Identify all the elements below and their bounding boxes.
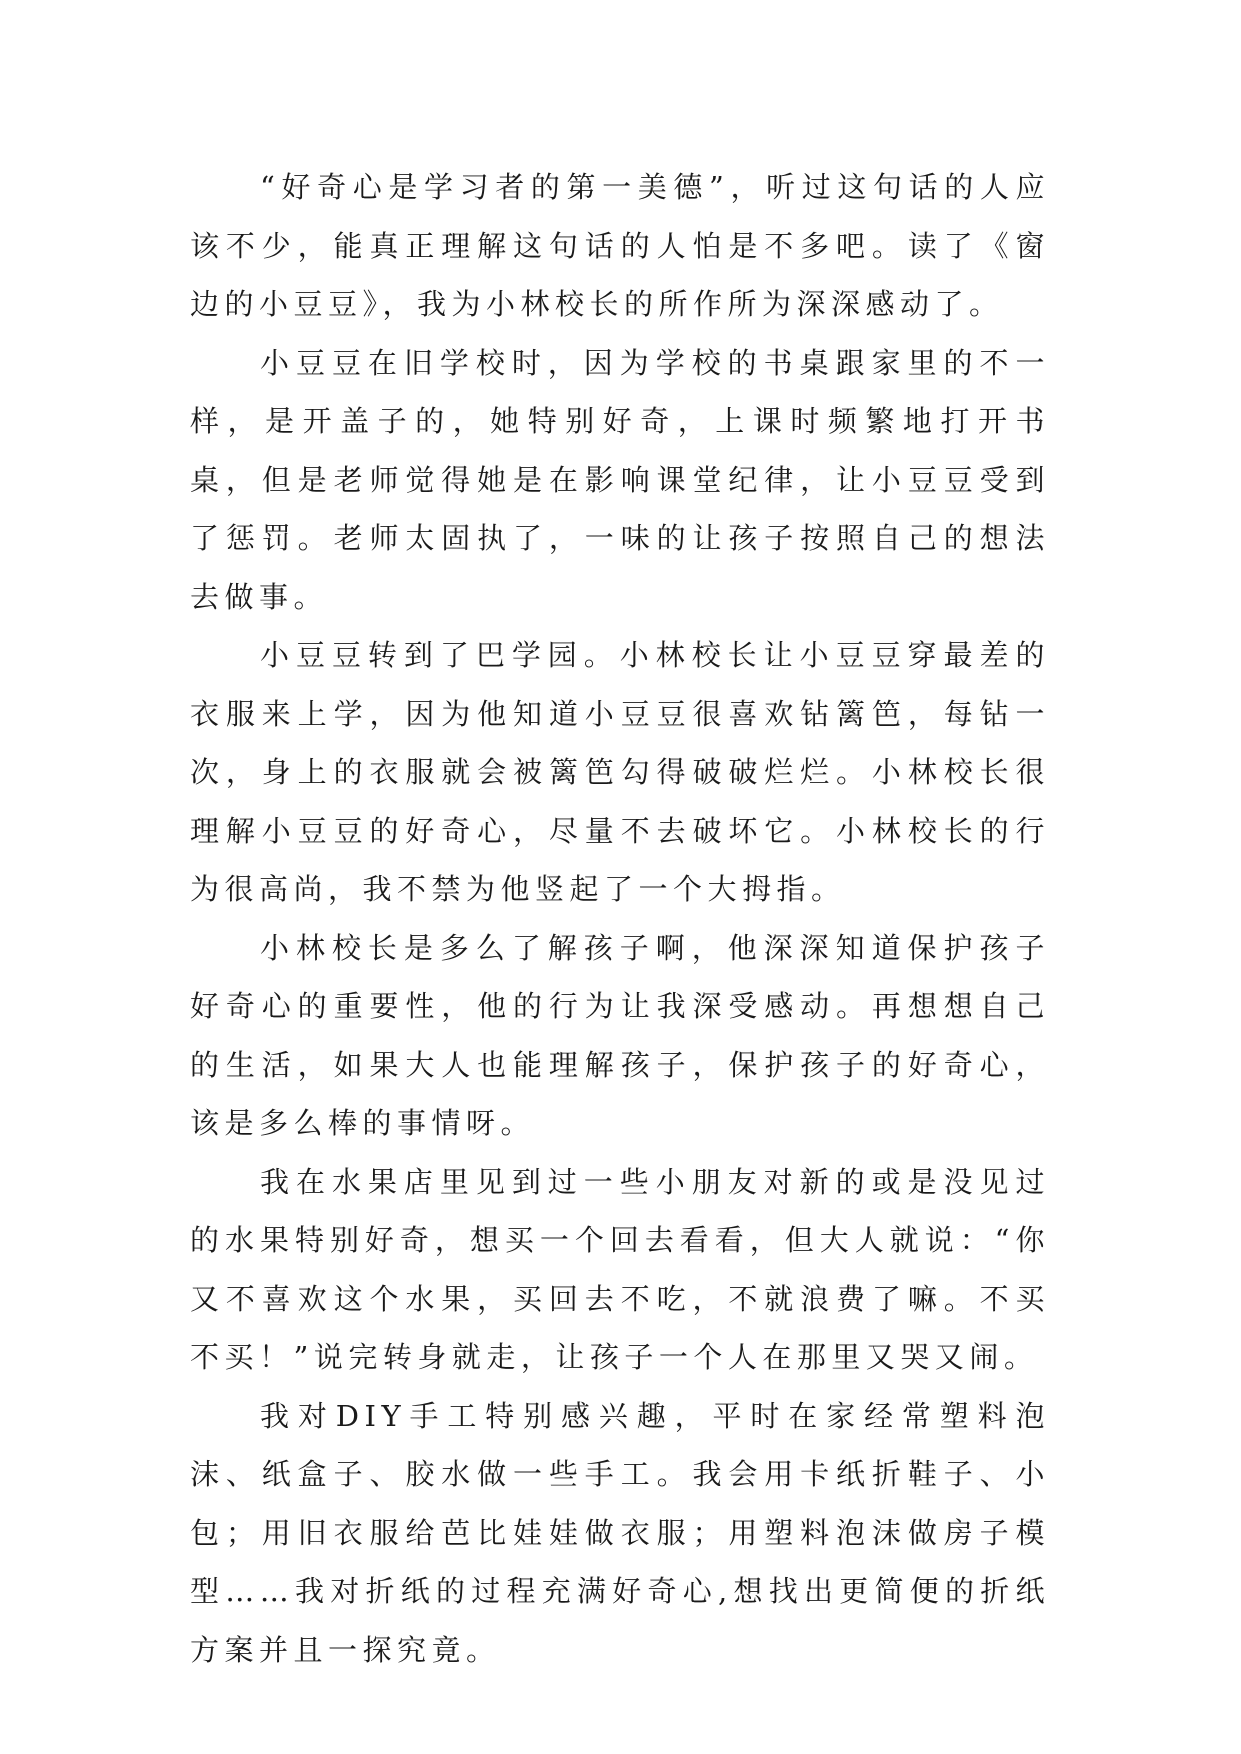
paragraph-1: “好奇心是学习者的第一美德”，听过这句话的人应该不少，能真正理解这句话的人怕是不多吧。读了《窗边的小豆豆》，我为小林校长的所作所为深深感动了。 — [190, 170, 1050, 321]
paragraph-6: 我对DIY手工特别感兴趣，平时在家经常塑料泡沫、纸盒子、胶水做一些手工。我会用卡纸折鞋子、小包；用旧衣服给芭比娃娃做衣服；用塑料泡沫做房子模型……我对折纸的过程充满好奇心,想找出更简便的折纸方案并且一探究竟。 — [190, 1398, 1050, 1667]
paragraph-5: 我在水果店里见到过一些小朋友对新的或是没见过的水果特别好奇，想买一个回去看看，但大人就说：“你又不喜欢这个水果，买回去不吃，不就浪费了嘛。不买不买！”说完转身就走，让孩子一个人在那里又哭又闹。 — [190, 1164, 1050, 1374]
paragraph-4: 小林校长是多么了解孩子啊，他深深知道保护孩子好奇心的重要性，他的行为让我深受感动。再想想自己的生活，如果大人也能理解孩子，保护孩子的好奇心，该是多么棒的事情呀。 — [190, 930, 1050, 1140]
paragraph-3: 小豆豆转到了巴学园。小林校长让小豆豆穿最差的衣服来上学，因为他知道小豆豆很喜欢钻篱笆，每钻一次，身上的衣服就会被篱笆勾得破破烂烂。小林校长很理解小豆豆的好奇心，尽量不去破坏它。小林校长的行为很高尚，我不禁为他竖起了一个大拇指。 — [190, 638, 1050, 906]
paragraph-2: 小豆豆在旧学校时，因为学校的书桌跟家里的不一样，是开盖子的，她特别好奇，上课时频繁地打开书桌，但是老师觉得她是在影响课堂纪律，让小豆豆受到了惩罚。老师太固执了，一味的让孩子按照自己的想法去做事。 — [190, 345, 1050, 614]
essay-body — [190, 158, 1050, 1679]
